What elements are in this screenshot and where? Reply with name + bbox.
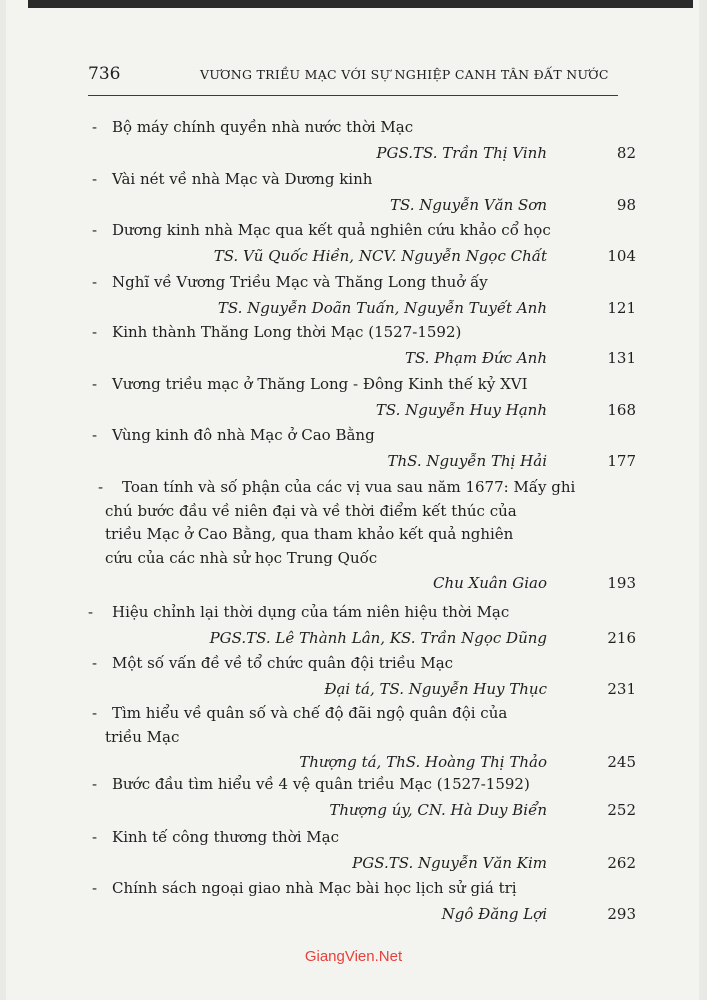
entry-page-number: 245 <box>607 753 636 771</box>
list-bullet: - <box>92 704 98 722</box>
list-bullet: - <box>92 375 98 393</box>
list-bullet: - <box>92 273 98 291</box>
entry-page-number: 262 <box>607 853 636 872</box>
entry-title-line: Bộ máy chính quyền nhà nước thời Mạc <box>112 118 414 136</box>
entry-title-line: chú bước đầu về niên đại và về thời điểm kết thúc của <box>105 501 517 520</box>
entry-title-line: Một số vấn đề về tổ chức quân đội triều Mạc <box>112 654 454 672</box>
watermark: GiangVien.Net <box>304 948 403 965</box>
list-bullet: - <box>88 603 94 621</box>
entry-author: TS. Nguyễn Huy Hạnh <box>375 400 547 419</box>
entry-title-line: Dương kinh nhà Mạc qua kết quả nghiên cứu khảo cổ học <box>112 221 551 239</box>
entry-page-number: 193 <box>607 574 636 592</box>
entry-page-number: 177 <box>607 451 636 470</box>
entry-title-line: Nghĩ về Vương Triều Mạc và Thăng Long thuở ấy <box>112 273 488 291</box>
entry-author: PGS.TS. Lê Thành Lân, KS. Trần Ngọc Dũng <box>209 628 547 647</box>
entry-title-line: cứu của các nhà sử học Trung Quốc <box>105 548 378 567</box>
entry-page-number: 216 <box>607 628 636 647</box>
entry-title-line: Kinh tế công thương thời Mạc <box>112 828 339 846</box>
entry-title-line: Kinh thành Thăng Long thời Mạc (1527-1592) <box>112 323 462 341</box>
entry-author: ThS. Nguyễn Thị Hải <box>387 451 547 470</box>
entry-author: TS. Vũ Quốc Hiền, NCV. Nguyễn Ngọc Chất <box>213 246 547 265</box>
list-bullet: - <box>92 828 98 846</box>
entry-author: TS. Phạm Đức Anh <box>404 348 547 367</box>
entry-title-line: Vương triều mạc ở Thăng Long - Đông Kinh thế kỷ XVI <box>112 375 528 393</box>
entry-title-line: Chính sách ngoại giao nhà Mạc bài học lịch sử giá trị <box>112 879 517 897</box>
entry-page-number: 82 <box>616 143 636 162</box>
list-bullet: - <box>92 118 98 136</box>
list-bullet: - <box>92 879 98 897</box>
entry-page-number: 98 <box>616 195 636 214</box>
entry-title-line: triều Mạc ở Cao Bằng, qua tham khảo kết quả nghiên <box>105 525 514 543</box>
entry-title-line: Tìm hiểu về quân số và chế độ đãi ngộ quân đội của <box>112 704 508 722</box>
list-bullet: - <box>92 426 98 444</box>
entry-page-number: 131 <box>607 348 636 367</box>
list-bullet: - <box>92 654 98 672</box>
entry-title-line: Bước đầu tìm hiểu về 4 vệ quân triều Mạc (1527-1592) <box>112 775 530 793</box>
list-bullet: - <box>92 221 98 239</box>
entry-page-number: 168 <box>607 400 636 419</box>
entry-page-number: 252 <box>607 800 636 819</box>
entry-author: PGS.TS. Trần Thị Vinh <box>376 143 547 162</box>
entry-author: Đại tá, TS. Nguyễn Huy Thục <box>324 679 547 698</box>
entry-author: TS. Nguyễn Văn Sơn <box>390 195 547 214</box>
entry-page-number: 104 <box>607 246 636 265</box>
entry-author: PGS.TS. Nguyễn Văn Kim <box>352 853 547 872</box>
running-title: VƯƠNG TRIỀU MẠC VỚI SỰ NGHIỆP CANH TÂN ĐẤT NƯỚC <box>200 67 609 82</box>
entry-page-number: 293 <box>607 904 636 923</box>
entry-author: Thượng tá, ThS. Hoàng Thị Thảo <box>299 753 547 771</box>
list-bullet: - <box>92 323 98 341</box>
list-bullet: - <box>92 775 98 793</box>
entry-author: Chu Xuân Giao <box>432 574 547 592</box>
entry-title-line: Toan tính và số phận của các vị vua sau năm 1677: Mấy ghi <box>122 478 576 496</box>
entry-author: Ngô Đăng Lợi <box>441 904 547 923</box>
entry-title-line: triều Mạc <box>105 727 180 746</box>
entry-page-number: 231 <box>607 679 636 698</box>
entry-title-line: Vài nét về nhà Mạc và Dương kinh <box>112 170 373 188</box>
entry-author: Thượng úy, CN. Hà Duy Biển <box>329 800 547 819</box>
entry-page-number: 121 <box>607 298 636 317</box>
entry-author: TS. Nguyễn Doãn Tuấn, Nguyễn Tuyết Anh <box>217 298 547 317</box>
list-bullet: - <box>92 170 98 188</box>
page-number: 736 <box>88 64 121 84</box>
entry-title-line: Vùng kinh đô nhà Mạc ở Cao Bằng <box>112 426 375 444</box>
entry-title-line: Hiệu chỉnh lại thời dụng của tám niên hiệu thời Mạc <box>112 603 510 621</box>
list-bullet: - <box>98 478 104 496</box>
